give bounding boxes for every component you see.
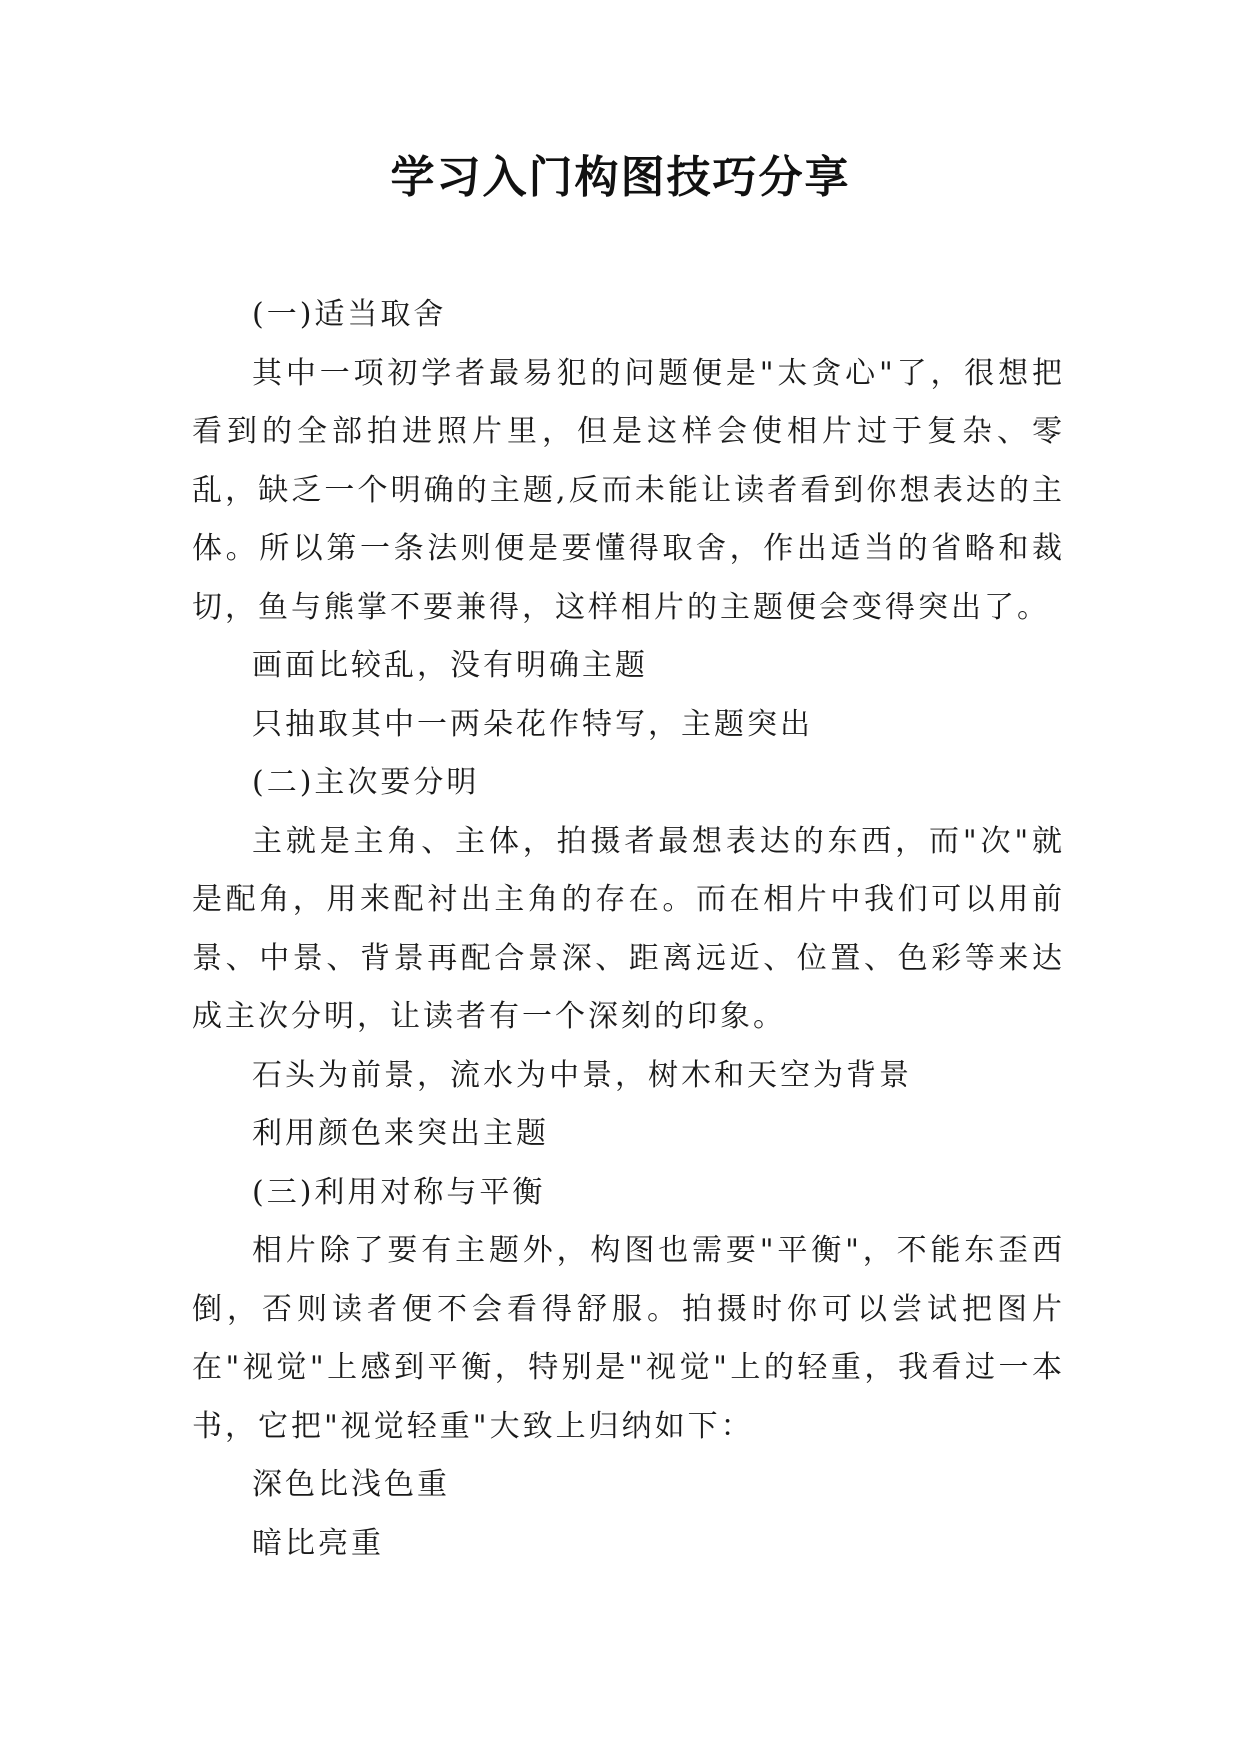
image-caption: 只抽取其中一两朵花作特写，主题突出 — [252, 706, 813, 742]
list-item: 深色比浅色重 — [252, 1467, 450, 1502]
section-heading: (三)利用对称与平衡 — [252, 1174, 546, 1210]
image-caption: 石头为前景，流水为中景，树木和天空为背景 — [252, 1057, 912, 1093]
image-caption: 画面比较乱，没有明确主题 — [252, 648, 648, 683]
document-body — [192, 286, 1065, 1573]
document-title: 学习入门构图技巧分享 — [390, 152, 851, 203]
image-caption: 利用颜色来突出主题 — [252, 1116, 549, 1151]
section-heading: (一)适当取舍 — [252, 297, 447, 332]
list-item: 暗比亮重 — [252, 1525, 384, 1561]
body-paragraph: 相片除了要有主题外，构图也需要"平衡"，不能东歪西倒，否则读者便不会看得舒服。拍摄时你可以尝试把图片在"视觉"上感到平衡，特别是"视觉"上的轻重，我看过一本书，它把"视觉轻重"大致上归纳如下： — [192, 1233, 1065, 1444]
body-paragraph: 主就是主角、主体，拍摄者最想表达的东西，而"次"就是配角，用来配衬出主角的存在。而在相片中我们可以用前景、中景、背景再配合景深、距离远近、位置、色彩等来达成主次分明，让读者有一个深刻的印象。 — [192, 823, 1065, 1034]
section-heading: (二)主次要分明 — [252, 765, 480, 800]
body-paragraph: 其中一项初学者最易犯的问题便是"太贪心"了，很想把看到的全部拍进照片里，但是这样会使相片过于复杂、零乱，缺乏一个明确的主题,反而未能让读者看到你想表达的主体。所以第一条法则便是要懂得取舍，作出适当的省略和裁切，鱼与熊掌不要兼得，这样相片的主题便会变得突出了。 — [192, 355, 1065, 625]
